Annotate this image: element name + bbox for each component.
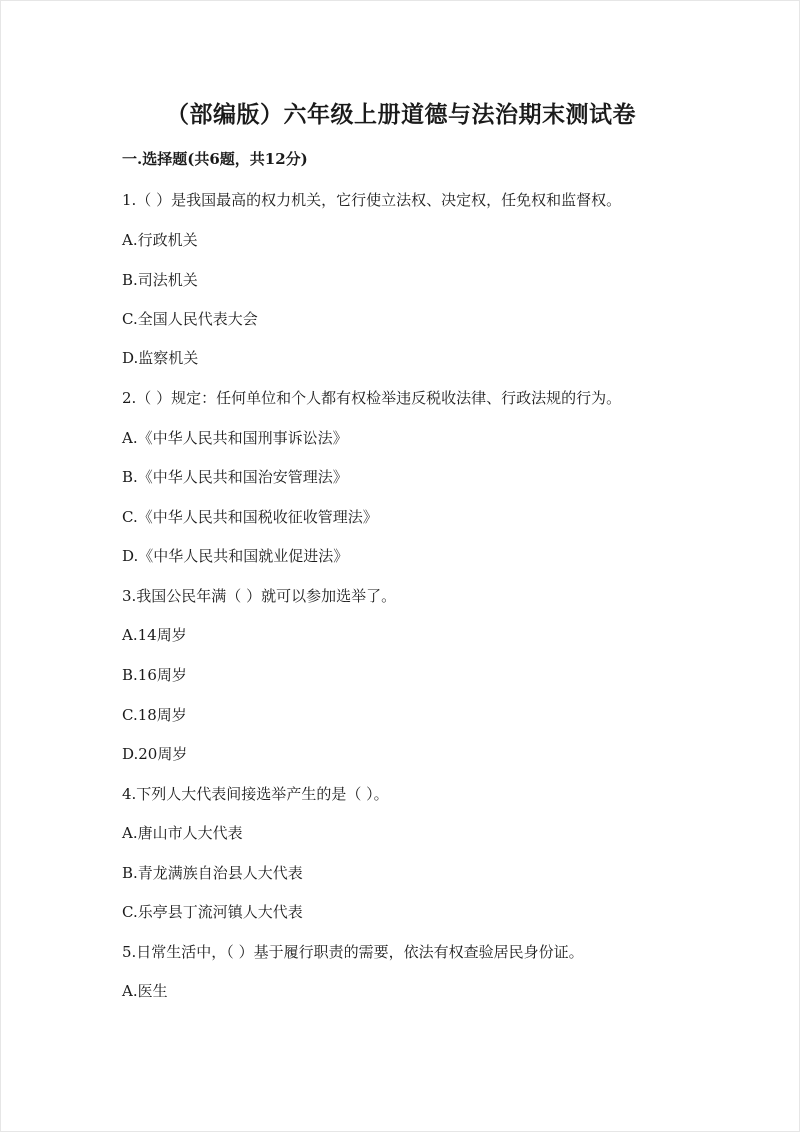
question-1-option-d: D.监察机关: [122, 349, 199, 367]
question-1-option-a: A.行政机关: [122, 231, 198, 249]
question-5-option-a: A.医生: [122, 982, 168, 1000]
question-2-option-c: C.《中华人民共和国税收征收管理法》: [122, 508, 378, 526]
page-title: （部编版）六年级上册道德与法治期末测试卷: [166, 101, 636, 128]
question-2-stem: 2.（ ）规定：任何单位和个人都有权检举违反税收法律、行政法规的行为。: [122, 389, 622, 407]
question-3-option-c: C.18周岁: [122, 706, 187, 724]
question-1-option-c: C.全国人民代表大会: [122, 310, 258, 328]
question-4-stem: 4.下列人大代表间接选举产生的是（ ）。: [122, 785, 389, 803]
question-1-option-b: B.司法机关: [122, 271, 198, 289]
question-4-option-a: A.唐山市人大代表: [122, 824, 243, 842]
question-5-stem: 5.日常生活中，（ ）基于履行职责的需要，依法有权查验居民身份证。: [122, 943, 584, 961]
question-4-option-c: C.乐亭县丁流河镇人大代表: [122, 903, 303, 921]
question-3-option-d: D.20周岁: [122, 745, 188, 763]
question-3-option-b: B.16周岁: [122, 666, 187, 684]
question-2-option-b: B.《中华人民共和国治安管理法》: [122, 468, 348, 486]
question-2-option-d: D.《中华人民共和国就业促进法》: [122, 547, 349, 565]
question-1-stem: 1.（ ）是我国最高的权力机关，它行使立法权、决定权，任免权和监督权。: [122, 191, 622, 209]
question-3-stem: 3.我国公民年满（ ）就可以参加选举了。: [122, 587, 397, 605]
section-heading: 一.选择题(共6题，共12分): [122, 150, 308, 168]
question-3-option-a: A.14周岁: [122, 626, 187, 644]
question-4-option-b: B.青龙满族自治县人大代表: [122, 864, 303, 882]
question-2-option-a: A.《中华人民共和国刑事诉讼法》: [122, 429, 348, 447]
